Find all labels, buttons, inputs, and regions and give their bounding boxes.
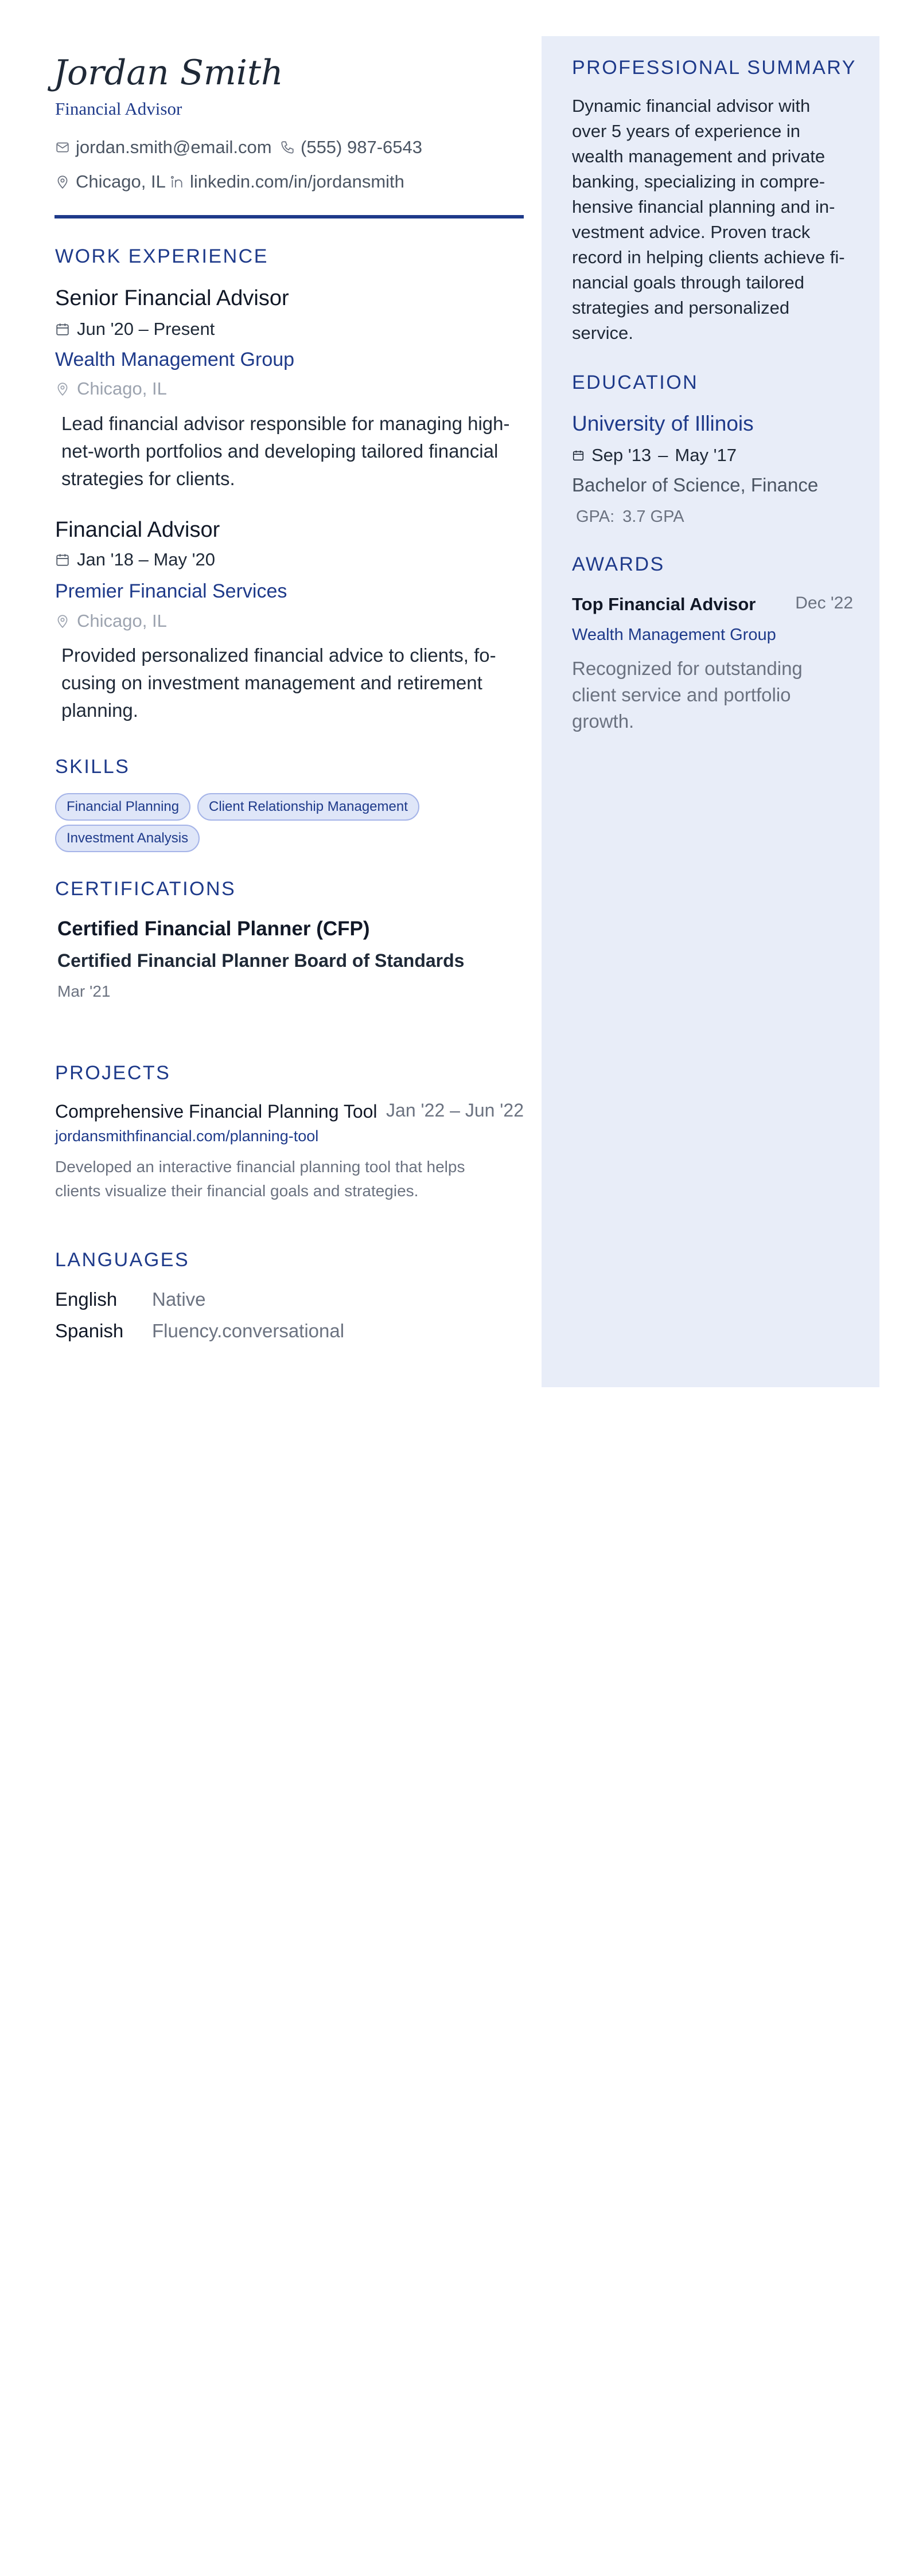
- calendar-icon: [55, 552, 70, 567]
- email-text: jordan.smith@email.com: [76, 137, 272, 157]
- summary-line: hensive financial planning and in-: [572, 197, 835, 217]
- summary-line: strategies and personalized: [572, 298, 790, 318]
- education-gpa: [576, 506, 684, 527]
- education-degree: Bachelor of Science, Finance: [572, 474, 819, 495]
- phone-icon: [280, 140, 295, 155]
- summary-line: service.: [572, 323, 633, 343]
- award-title: Top Financial Advisor: [572, 594, 756, 614]
- contact-linkedin[interactable]: [169, 170, 404, 193]
- job-location-text: Chicago, IL: [77, 378, 167, 399]
- job-dates: [55, 548, 215, 571]
- description-line: clients visualize their financial goals and strategies.: [55, 1182, 419, 1200]
- certification-issuer: Certified Financial Planner Board of Standards: [57, 950, 465, 971]
- summary-line: vestment advice. Proven track: [572, 222, 811, 242]
- contact-email[interactable]: [55, 136, 272, 159]
- summary-line: nancial goals through tailored: [572, 272, 804, 292]
- projects-heading: PROJECTS: [55, 1062, 171, 1084]
- awards-heading: AWARDS: [572, 553, 665, 575]
- gpa-label: GPA:: [576, 508, 615, 526]
- job-dates-text: Jan '18 – May '20: [77, 549, 216, 569]
- project-link[interactable]: jordansmithfinancial.com/planning-tool: [55, 1127, 319, 1145]
- education-school: University of Illinois: [572, 412, 754, 435]
- certification-date: Mar '21: [57, 982, 111, 1000]
- description-line: cusing on investment management and retirement: [61, 672, 482, 693]
- skill-chip: Investment Analysis: [55, 825, 200, 852]
- job-dates-text: Jun '20 – Present: [77, 319, 215, 339]
- job-location: [55, 610, 167, 633]
- mail-icon: [55, 140, 70, 155]
- summary-heading: PROFESSIONAL SUMMARY: [572, 57, 857, 79]
- job-location: [55, 377, 167, 400]
- description-line: planning.: [61, 700, 138, 721]
- award-organization: Wealth Management Group: [572, 626, 776, 644]
- description-line: Lead financial advisor responsible for managing high-: [61, 413, 510, 434]
- education-date-separator: –: [658, 445, 668, 465]
- job-description: [61, 410, 509, 493]
- language-name: English: [55, 1289, 118, 1310]
- summary-line: over 5 years of experience in: [572, 121, 801, 141]
- job-location-text: Chicago, IL: [77, 611, 167, 631]
- location-pin-icon: [55, 174, 70, 189]
- certifications-heading: CERTIFICATIONS: [55, 878, 236, 900]
- project-dates: Jan '22 – Jun '22: [386, 1100, 524, 1121]
- job-description: [61, 642, 496, 724]
- education-heading: EDUCATION: [572, 372, 699, 393]
- education-end: May '17: [675, 445, 737, 465]
- phone-text: (555) 987-6543: [301, 137, 422, 157]
- award-date: Dec '22: [795, 594, 853, 612]
- description-line: strategies for clients.: [61, 468, 235, 489]
- summary-line: wealth management and private: [572, 146, 826, 166]
- header-divider: [54, 215, 524, 218]
- description-line: net-worth portfolios and developing tailored financial: [61, 440, 499, 462]
- description-line: growth.: [572, 711, 634, 732]
- candidate-name: Jordan Smith: [53, 53, 283, 93]
- languages-heading: LANGUAGES: [55, 1249, 190, 1271]
- description-line: Recognized for outstanding: [572, 658, 803, 679]
- skill-chip: Client Relationship Management: [197, 793, 419, 821]
- calendar-icon: [572, 449, 585, 462]
- summary-line: record in helping clients achieve fi-: [572, 247, 845, 267]
- location-text: Chicago, IL: [76, 171, 166, 192]
- award-description: [572, 655, 803, 735]
- summary-line: banking, specializing in compre-: [572, 171, 826, 192]
- summary-line: Dynamic financial advisor with: [572, 96, 811, 116]
- skills-heading: SKILLS: [55, 756, 130, 778]
- language-level: Fluency.conversational: [152, 1320, 345, 1341]
- location-pin-icon: [55, 614, 70, 629]
- summary-text: [572, 93, 845, 346]
- location-pin-icon: [55, 381, 70, 396]
- description-line: Developed an interactive financial planning tool that helps: [55, 1158, 465, 1176]
- education-start: Sep '13: [591, 445, 652, 465]
- calendar-icon: [55, 322, 70, 337]
- linkedin-icon: [169, 174, 184, 189]
- description-line: client service and portfolio: [572, 684, 791, 705]
- job-company: Premier Financial Services: [55, 580, 287, 602]
- candidate-title: Financial Advisor: [55, 99, 182, 119]
- gpa-value: 3.7 GPA: [622, 508, 684, 526]
- certification-name: Certified Financial Planner (CFP): [57, 918, 370, 940]
- education-dates: [572, 444, 737, 467]
- project-title: Comprehensive Financial Planning Tool: [55, 1101, 377, 1122]
- linkedin-text: linkedin.com/in/jordansmith: [190, 171, 404, 192]
- job-dates: [55, 318, 215, 341]
- contact-phone[interactable]: [280, 136, 422, 159]
- job-role: Senior Financial Advisor: [55, 286, 289, 310]
- job-company: Wealth Management Group: [55, 349, 295, 370]
- project-description: [55, 1155, 465, 1203]
- job-role: Financial Advisor: [55, 518, 220, 542]
- skill-chip: Financial Planning: [55, 793, 190, 821]
- work-experience-heading: WORK EXPERIENCE: [55, 245, 268, 267]
- contact-location: [55, 170, 166, 193]
- description-line: Provided personalized financial advice to clients, fo-: [61, 645, 496, 666]
- language-level: Native: [152, 1289, 206, 1310]
- language-name: Spanish: [55, 1320, 124, 1341]
